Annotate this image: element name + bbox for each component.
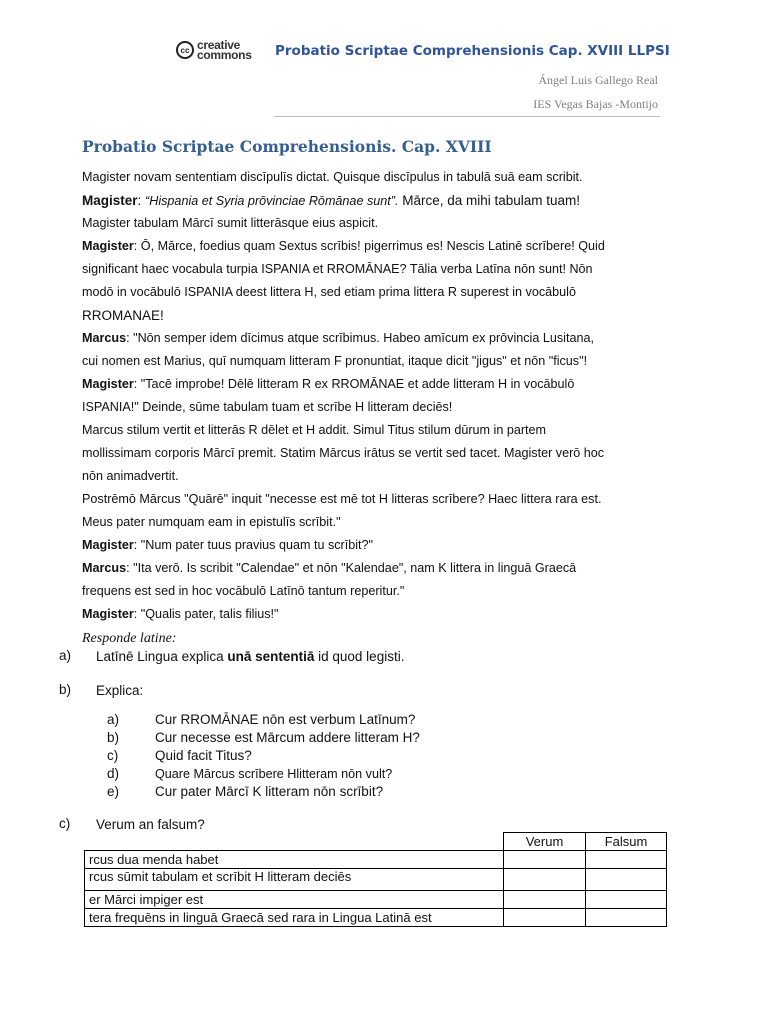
passage-line: [82, 603, 682, 626]
statement-cell: tera frequēns in linguā Graecā sed rara in Lingua Latinā est: [85, 909, 504, 927]
question-list: [107, 711, 507, 801]
question-marker: b): [107, 730, 120, 745]
task-a-pre: Latīnē Lingua explica: [96, 649, 228, 664]
question-marker: c): [107, 748, 119, 763]
question-marker: d): [107, 766, 120, 781]
passage-line: [82, 534, 682, 557]
speaker-label: Marcus: [82, 331, 127, 345]
passage-line: [82, 235, 682, 258]
table-header-row: [85, 833, 667, 851]
table-row: [85, 909, 667, 927]
verum-answer-cell[interactable]: [504, 891, 586, 909]
question-item: [107, 729, 507, 747]
cc-badge-text: cc: [180, 45, 190, 55]
table-header-falsum: Falsum: [586, 833, 667, 851]
table-header-verum: Verum: [504, 833, 586, 851]
task-b-marker: b): [59, 682, 72, 697]
passage-line: Magister tabulam Mārcī sumit litterāsque eius aspicit.: [82, 216, 379, 230]
speaker-label: Magister: [82, 538, 134, 552]
task-c-marker: c): [59, 816, 71, 831]
school-name: IES Vegas Bajas -Montijo: [533, 97, 658, 111]
statement-cell: rcus dua menda habet: [85, 851, 504, 869]
task-a-bold: unā sententiā: [227, 649, 315, 664]
creative-commons-logo: [176, 38, 252, 62]
passage-text: : Ō, Mārce, foedius quam Sextus scrībis! pigerrimus es! Nescis Latinē scrībere! Quid: [133, 239, 605, 253]
question-item: [107, 765, 507, 783]
question-marker: a): [107, 712, 120, 727]
passage-line: RROMANAE!: [82, 308, 164, 323]
cc-wordmark: [197, 40, 252, 60]
passage-line: modō in vocābulō ISPANIA deest littera H, sed etiam prima littera R superest in vocābulō: [82, 285, 576, 299]
question-marker: e): [107, 784, 120, 799]
task-a-marker: a): [59, 648, 72, 663]
passage-line: [82, 327, 682, 350]
verum-answer-cell[interactable]: [504, 851, 586, 869]
falsum-answer-cell[interactable]: [586, 851, 667, 869]
passage-line: Meus pater numquam eam in epistulīs scrībit.": [82, 515, 341, 529]
speaker-label: Marcus: [82, 561, 127, 575]
verum-answer-cell[interactable]: [504, 909, 586, 927]
responde-heading: Responde latine:: [82, 631, 177, 646]
passage-text: : "Nōn semper idem dīcimus atque scrībimus. Habeo amīcum ex prōvincia Lusitana,: [126, 331, 594, 345]
passage-line: Postrēmō Mārcus "Quārē" inquit "necesse est mē tot H litteras scrībere? Haec littera rara est.: [82, 492, 602, 506]
author-name: Ángel Luis Gallego Real: [538, 73, 658, 87]
passage-line: Marcus stilum vertit et litterās R dēlet et H addit. Simul Titus stilum dūrum in partem: [82, 423, 547, 437]
task-b-label: Explica:: [96, 683, 144, 698]
falsum-answer-cell[interactable]: [586, 869, 667, 891]
speaker-label: Magister: [82, 377, 134, 391]
question-text: Cur necesse est Mārcum addere litteram H?: [155, 730, 420, 745]
true-false-table: [84, 832, 667, 927]
verum-answer-cell[interactable]: [504, 869, 586, 891]
header-title: Probatio Scriptae Comprehensionis Cap. XVIII LLPSI: [275, 43, 670, 59]
passage-text: : "Ita verō. Is scribit "Calendae" et nōn "Kalendae", nam K littera in linguā Graecā: [126, 561, 577, 575]
table-row: [85, 851, 667, 869]
table-row: [85, 869, 667, 891]
passage-text: : "Num pater tuus pravius quam tu scrībit?": [133, 538, 374, 552]
question-text: Cur RROMĀNAE nōn est verbum Latīnum?: [155, 712, 416, 727]
speaker-label: Magister: [82, 239, 134, 253]
table-row: [85, 891, 667, 909]
question-text: Cur pater Mārcī K litteram nōn scrībit?: [155, 784, 384, 799]
task-a-post: id quod legisti.: [314, 649, 405, 664]
passage-line: Magister: “Hispania et Syria prōvinciae Rōmānae sunt”. Mārce, da mihi tabulam tuam!: [82, 193, 581, 208]
speaker-label: Magister: [82, 193, 138, 208]
passage-line: nōn animadvertit.: [82, 469, 179, 483]
passage-line: significant haec vocabula turpia ISPANIA et RROMĀNAE? Tālia verba Latīna nōn sunt! Nōn: [82, 262, 593, 276]
quoted-sentence: “Hispania et Syria prōvinciae Rōmānae sunt”.: [145, 194, 399, 208]
document-title: Probatio Scriptae Comprehensionis. Cap. XVIII: [82, 137, 492, 156]
passage-line: mollissimam corporis Mārcī premit. Statim Mārcus irātus se vertit sed tacet. Magister verō hoc: [82, 446, 605, 460]
falsum-answer-cell[interactable]: [586, 909, 667, 927]
question-text: Quid facit Titus?: [155, 748, 252, 763]
passage-line: ISPANIA!" Deinde, sūme tabulam tuam et scrībe H litteram deciēs!: [82, 400, 453, 414]
table-header-cell: [85, 833, 504, 851]
passage-text: : "Qualis pater, talis filius!": [133, 607, 279, 621]
cc-wordmark-line1: creative: [197, 38, 240, 52]
passage-line: [82, 557, 682, 580]
passage-text: Mārce, da mihi tabulam tuam!: [398, 193, 581, 208]
header-divider: [274, 116, 660, 117]
passage-line: [82, 373, 682, 396]
question-text: Quare Mārcus scrībere Hlitteram nōn vult?: [155, 767, 393, 781]
passage-line: Magister novam sententiam discīpulīs dictat. Quisque discīpulus in tabulā suā eam scribit.: [82, 170, 583, 184]
passage-line: cui nomen est Marius, quī numquam litteram F pronuntiat, itaque dicit "jigus" et nōn "ficus"!: [82, 354, 588, 368]
task-a-text: [96, 645, 696, 668]
cc-badge-icon: [176, 41, 194, 59]
question-item: [107, 747, 507, 765]
passage-line: frequens est sed in hoc vocābulō Latīnō tantum reperitur.": [82, 584, 405, 598]
statement-cell: er Mārci impiger est: [85, 891, 504, 909]
passage-text: : "Tacē improbe! Dēlē litteram R ex RROMĀNAE et adde litteram H in vocābulō: [133, 377, 575, 391]
statement-cell: rcus sūmit tabulam et scrībit H litteram deciēs: [85, 869, 504, 891]
cc-wordmark-line2: commons: [197, 48, 252, 62]
question-item: [107, 783, 507, 801]
speaker-label: Magister: [82, 607, 134, 621]
question-item: [107, 711, 507, 729]
falsum-answer-cell[interactable]: [586, 891, 667, 909]
task-c-label: Verum an falsum?: [96, 817, 205, 832]
